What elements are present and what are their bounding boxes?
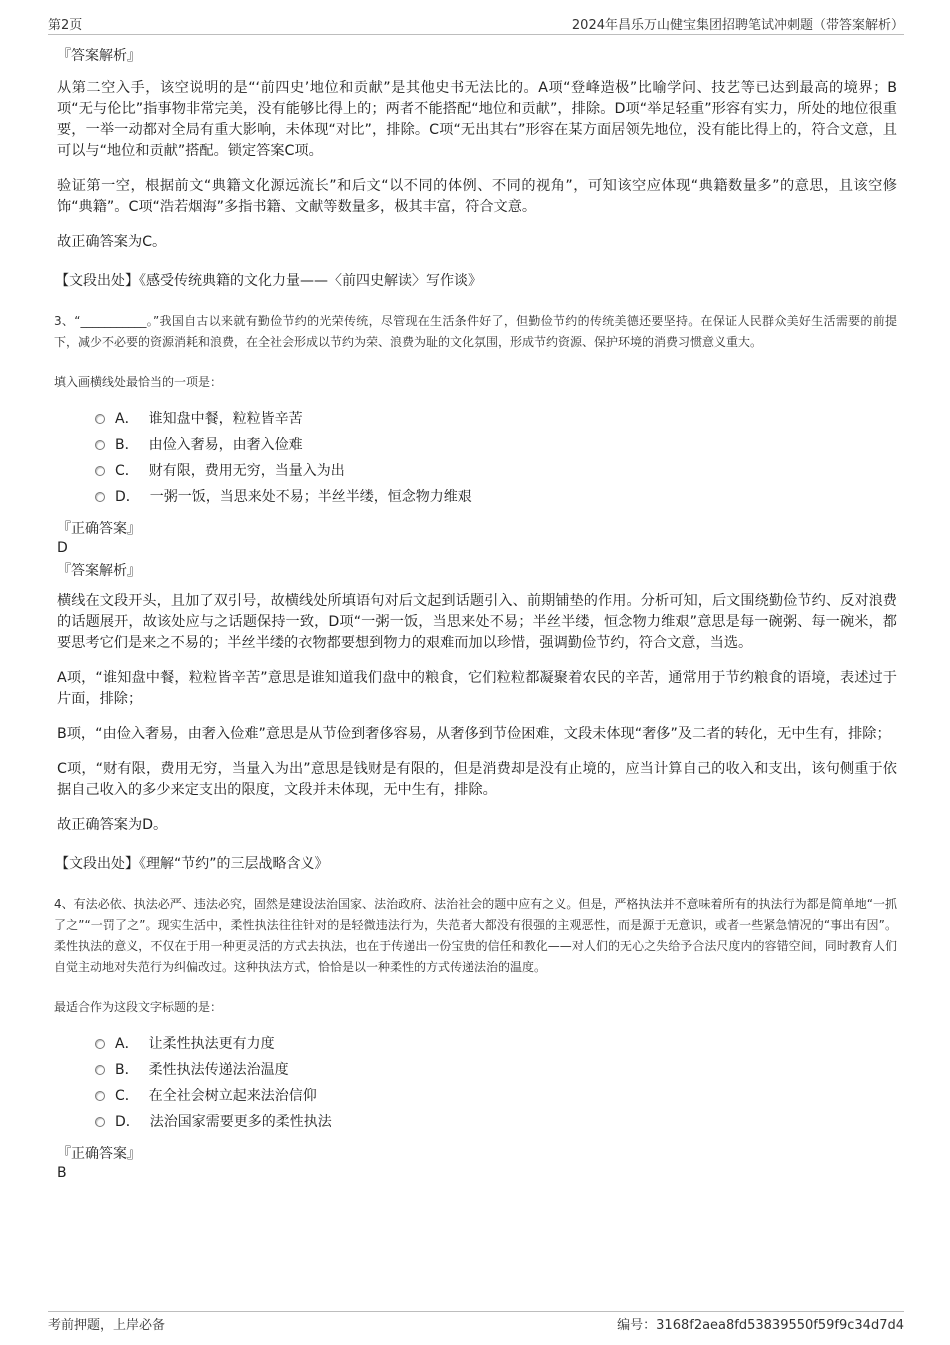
correct-answer: B xyxy=(57,1165,67,1181)
analysis-paragraph: A项，“谁知盘中餐，粒粒皆辛苦”意思是谁知道我们盘中的粮食，它们粒粒都凝聚着农民的辛苦，通常用于节约粮食的语境，表述过于片面，排除； xyxy=(57,670,897,707)
analysis-paragraph: 横线在文段开头，且加了双引号，故横线处所填语句对后文起到话题引入、前期铺垫的作用。分析可知，后文围绕勤俭节约、反对浪费的话题展开，故该处应与之话题保持一致，D项“一粥一饭，当思来处不易；半丝半缕，恒念物力维艰”意思是每一碗粥、每一碗米，都要思考它们是来之不易的；半丝半缕的衣物都要想到物力的艰难而加以珍惜，强调勤俭节约，符合文意，当选。 xyxy=(57,593,897,651)
conclusion-text: 故正确答案为D。 xyxy=(57,817,168,833)
page-number: 第2页 xyxy=(48,18,83,33)
source-citation: 【文段出处】《理解“节约”的三层战略含义》 xyxy=(55,856,329,872)
page-footer xyxy=(48,1311,904,1336)
main-content xyxy=(54,46,897,1186)
question-4-prompt: 最适合作为这段文字标题的是： xyxy=(54,1000,223,1014)
source-citation: 【文段出处】《感受传统典籍的文化力量——〈前四史解读〉写作谈》 xyxy=(55,273,482,289)
option-a[interactable]: A． 让柔性执法更有力度 xyxy=(95,1030,897,1056)
question-4-text: 4、有法必依、执法必严、违法必究，固然是建设法治国家、法治政府、法治社会的题中应有之义。但是，严格执法并不意味着所有的执法行为都是简单地“一抓了之”“一罚了之”。现实生活中，柔性执法往往针对的是轻微违法行为，失范者大都没有很强的主观恶性，而是源于无意识，或者一些紧急情况的“事出有因”。柔性执法的意义，不仅在于用一种更灵活的方式去执法，也在于传递出一份宝贵的信任和教化——对人们的无心之失给予合法尺度内的容错空间，同时教育人们自觉主动地对失范行为纠偏改过。这种执法方式，恰恰是以一种柔性的方式传递法治的温度。 xyxy=(54,897,897,974)
page-header xyxy=(48,12,904,35)
question-3-prompt: 填入画横线处最恰当的一项是： xyxy=(54,375,223,389)
option-d[interactable]: D． 一粥一饭，当思来处不易；半丝半缕，恒念物力维艰 xyxy=(95,483,897,509)
radio-button[interactable] xyxy=(95,1117,105,1127)
document-title: 2024年昌乐万山健宝集团招聘笔试冲刺题（带答案解析） xyxy=(571,18,904,33)
radio-button[interactable] xyxy=(95,492,105,502)
correct-answer-label: 『正确答案』 xyxy=(57,521,141,537)
question-4-options xyxy=(95,1030,897,1134)
option-b[interactable]: B． 由俭入奢易，由奢入俭难 xyxy=(95,431,897,457)
question-3-options xyxy=(95,405,897,509)
option-a[interactable]: A． 谁知盘中餐，粒粒皆辛苦 xyxy=(95,405,897,431)
option-c[interactable]: C． 在全社会树立起来法治信仰 xyxy=(95,1082,897,1108)
analysis-label: 『答案解析』 xyxy=(57,563,141,579)
option-d[interactable]: D． 法治国家需要更多的柔性执法 xyxy=(95,1108,897,1134)
radio-button[interactable] xyxy=(95,1039,105,1049)
correct-answer-label: 『正确答案』 xyxy=(57,1146,141,1162)
footer-slogan: 考前押题，上岸必备 xyxy=(48,1318,166,1333)
radio-button[interactable] xyxy=(95,466,105,476)
option-b[interactable]: B． 柔性执法传递法治温度 xyxy=(95,1056,897,1082)
radio-button[interactable] xyxy=(95,440,105,450)
analysis-paragraph: 验证第一空，根据前文“典籍文化源远流长”和后文“以不同的体例、不同的视角”，可知该空应体现“典籍数量多”的意思，且该空修饰“典籍”。C项“浩若烟海”多指书籍、文献等数量多，极其丰富，符合文意。 xyxy=(57,178,897,215)
analysis-paragraph: B项，“由俭入奢易，由奢入俭难”意思是从节俭到奢侈容易，从奢侈到节俭困难，文段未体现“奢侈”及二者的转化，无中生有，排除； xyxy=(57,726,891,742)
analysis-paragraph: 从第二空入手，该空说明的是“‘前四史’地位和贡献”是其他史书无法比的。A项“登峰造极”比喻学问、技艺等已达到最高的境界；B项“无与伦比”指事物非常完美，没有能够比得上的；两者不能搭配“地位和贡献”，排除。D项“举足轻重”形容有实力，所处的地位很重要，一举一动都对全局有重大影响，未体现“对比”，排除。C项“无出其右”形容在某方面居领先地位，没有能比得上的，符合文意，且可以与“地位和贡献”搭配。锁定答案C项。 xyxy=(57,80,897,159)
question-3-text: 3、“___________。”我国自古以来就有勤俭节约的光荣传统，尽管现在生活条件好了，但勤俭节约的传统美德还要坚持。在保证人民群众美好生活需要的前提下，减少不必要的资源消耗和浪费，在全社会形成以节约为荣、浪费为耻的文化氛围，形成节约资源、保护环境的消费习惯意义重大。 xyxy=(54,314,897,349)
analysis-paragraph: C项，“财有限，费用无穷，当量入为出”意思是钱财是有限的，但是消费却是没有止境的，应当计算自己的收入和支出，该句侧重于依据自己收入的多少来定支出的限度，文段并未体现，无中生有，排除。 xyxy=(57,761,897,798)
correct-answer: D xyxy=(57,540,68,556)
analysis-label: 『答案解析』 xyxy=(57,48,141,64)
option-c[interactable]: C． 财有限，费用无穷，当量入为出 xyxy=(95,457,897,483)
document-id: 编号：3168f2aea8fd53839550f59f9c34d7d4 xyxy=(617,1318,904,1333)
radio-button[interactable] xyxy=(95,414,105,424)
conclusion-text: 故正确答案为C。 xyxy=(57,234,167,250)
radio-button[interactable] xyxy=(95,1091,105,1101)
radio-button[interactable] xyxy=(95,1065,105,1075)
